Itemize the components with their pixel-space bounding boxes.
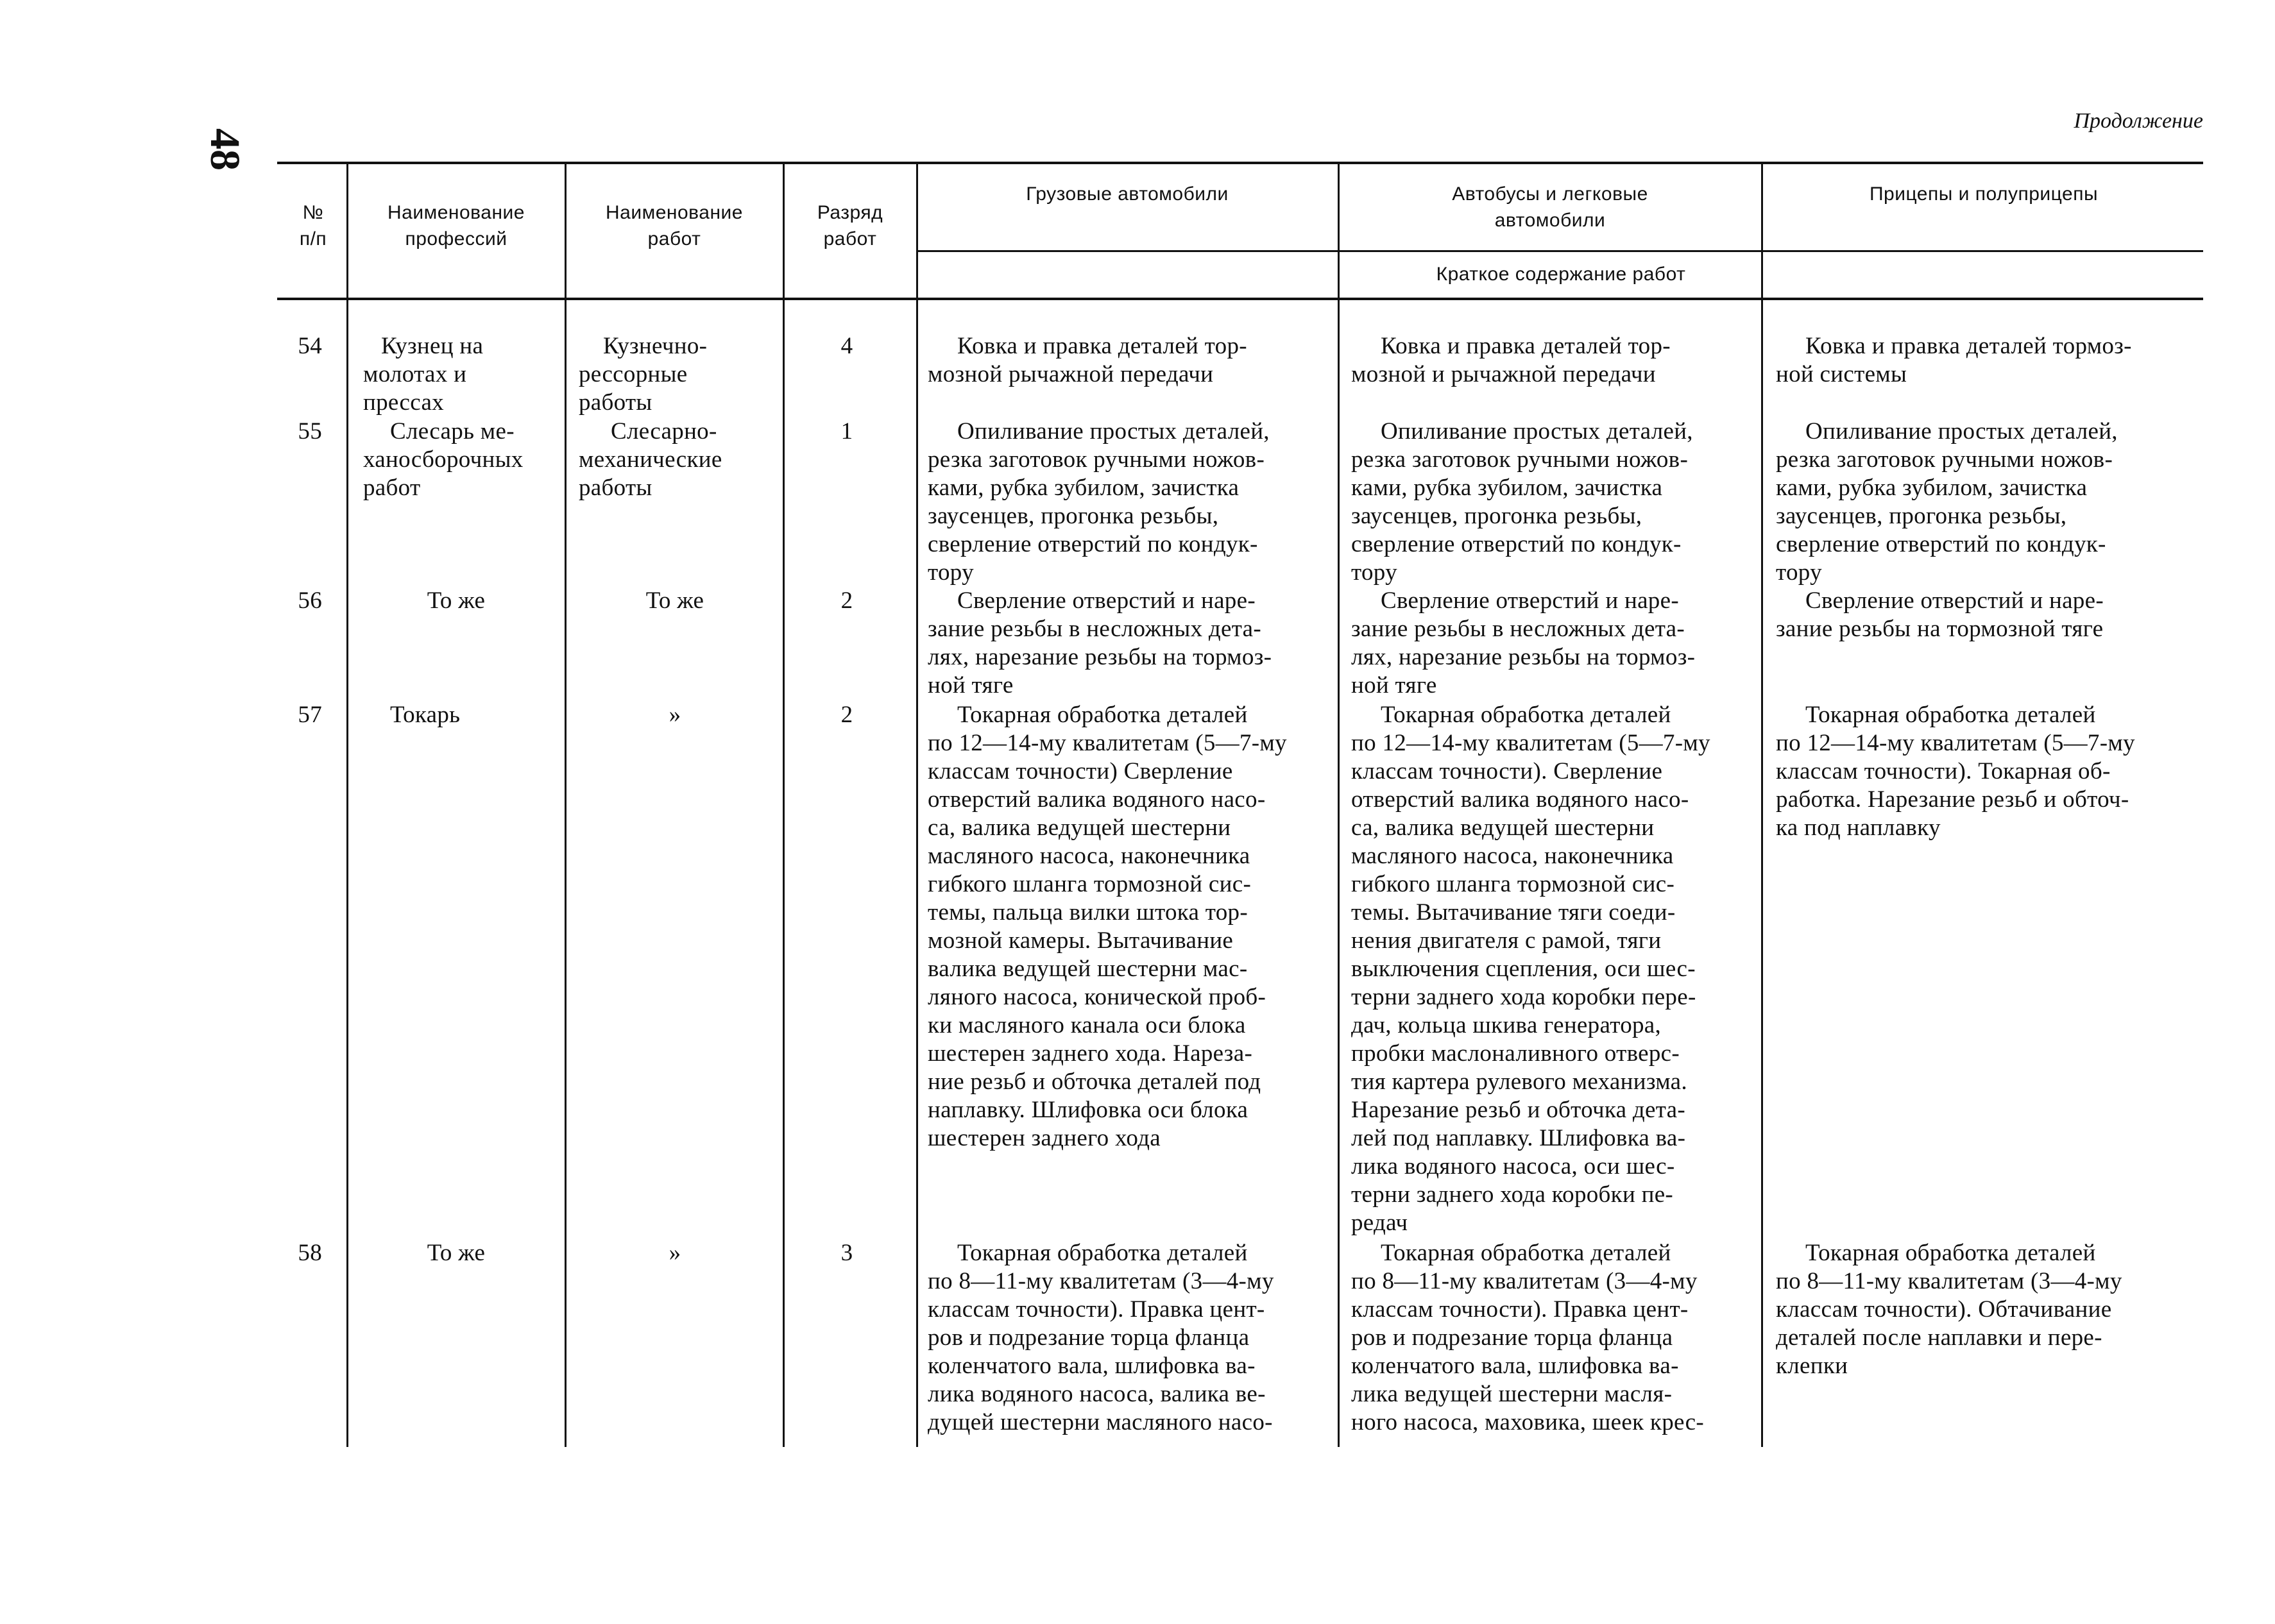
row-grade: 2 <box>840 588 853 614</box>
row-profession: То же <box>427 588 486 614</box>
row-buses: Опиливание простых деталей, резка заготовок ручными ножов- ками, рубка зубилом, зачистка заусенцев, прогонка резьбы, сверление отверстий по кондук- тору <box>1351 418 1693 586</box>
row-number: 54 <box>298 333 322 359</box>
header-mid-rule <box>916 250 2203 252</box>
row-grade: 2 <box>840 702 853 728</box>
page-number: 48 <box>201 128 248 171</box>
header-grade: Разряд работ <box>817 202 883 250</box>
row-buses: Ковка и правка деталей тор- мозной и рычажной передачи <box>1351 333 1671 387</box>
row-number: 55 <box>298 418 322 444</box>
row-trailers: Токарная обработка деталей по 12—14-му квалитетам (5—7-му классам точности). Токарная об- работка. Нарезание резьб и обточ- ка под наплавку <box>1776 702 2135 841</box>
row-trailers: Опиливание простых деталей, резка заготовок ручными ножов- ками, рубка зубилом, зачистка заусенцев, прогонка резьбы, сверление отверстий по кондук- тору <box>1776 418 2118 586</box>
row-trailers: Сверление отверстий и наре- зание резьбы на тормозной тяге <box>1776 588 2104 642</box>
row-buses: Сверление отверстий и наре- зание резьбы в несложных дета- лях, нарезание резьбы на тормоз- ной тяге <box>1351 588 1696 698</box>
row-trailers: Ковка и правка деталей тормоз- ной системы <box>1776 333 2132 387</box>
row-work: » <box>669 1240 681 1266</box>
column-divider <box>565 163 567 1447</box>
row-trucks: Токарная обработка деталей по 8—11-му квалитетам (3—4-му классам точности). Правка цент- ров и подрезание торца фланца коленчатого вала, шлифовка ва- лика водяного насоса, валика ве- дущей шестерни масляного насо- <box>928 1240 1274 1435</box>
row-buses: Токарная обработка деталей по 8—11-му квалитетам (3—4-му классам точности). Правка цент- ров и подрезание торца фланца коленчатого вала, шлифовка ва- лика ведущей шестерни масля- ного насоса, маховика, шеек крес- <box>1351 1240 1704 1435</box>
row-grade: 3 <box>840 1240 853 1266</box>
row-profession: Кузнец на молотах и прессах <box>363 333 484 416</box>
row-trucks: Опиливание простых деталей, резка заготовок ручными ножов- ками, рубка зубилом, зачистка заусенцев, прогонка резьбы, сверление отверстий по кондук- тору <box>928 418 1270 586</box>
row-number: 57 <box>298 702 322 728</box>
row-grade: 1 <box>840 418 853 444</box>
header-trailers: Прицепы и полуприцепы <box>1869 183 2099 205</box>
header-work: Наименование работ <box>606 202 743 250</box>
row-buses: Токарная обработка деталей по 12—14-му квалитетам (5—7-му классам точности). Сверление отверстий валика водяного насо- са, валика ведущей шестерни масляного насоса, наконечника гибкого шланга тормозной сис- темы. Вытачивание тяги соеди- нения двигателя с рамой, тяги выключения сцепления, оси шес- терни заднего хода коробки пере- дач, кольца шкива генератора, пробки маслоналивного отверс- тия картера рулевого механизма. Нарезание резьб и обточка дета- лей под наплавку. Шлифовка ва- лика водяного насоса, оси шес- терни заднего хода коробки пе- редач <box>1351 702 1710 1236</box>
row-grade: 4 <box>840 333 853 359</box>
row-trucks: Сверление отверстий и наре- зание резьбы в несложных дета- лях, нарезание резьбы на тормоз- ной тяге <box>928 588 1272 698</box>
row-work: То же <box>645 588 704 614</box>
row-trucks: Токарная обработка деталей по 12—14-му квалитетам (5—7-му классам точности) Сверление отверстий валика водяного насо- са, валика ведущей шестерни масляного насоса, наконечника гибкого шланга тормозной сис- темы, пальца вилки штока тор- мозной камеры. Вытачивание валика ведущей шестерни мас- ляного насоса, конической проб- ки масляного канала оси блока шестерен заднего хода. Нареза- ние резьб и обточка деталей под наплавку. Шлифовка оси блока шестерен заднего хода <box>928 702 1287 1151</box>
row-number: 56 <box>298 588 322 614</box>
continuation-label: Продолжение <box>2074 109 2203 133</box>
column-divider <box>783 163 785 1447</box>
column-divider <box>346 163 348 1447</box>
row-work: Кузнечно- рессорные работы <box>579 333 708 416</box>
header-buses: Автобусы и легковые автомобили <box>1452 183 1648 231</box>
row-profession: То же <box>427 1240 486 1266</box>
header-summary: Краткое содержание работ <box>1436 264 1686 285</box>
row-number: 58 <box>298 1240 322 1266</box>
row-profession: Токарь <box>390 702 461 728</box>
row-work: » <box>669 702 681 728</box>
column-divider <box>916 163 918 1447</box>
column-divider <box>1761 163 1763 1447</box>
header-number: № п/п <box>299 202 327 250</box>
header-trucks: Грузовые автомобили <box>1026 183 1229 205</box>
row-work: Слесарно- механические работы <box>579 418 722 501</box>
column-divider <box>1338 163 1340 1447</box>
row-trailers: Токарная обработка деталей по 8—11-му квалитетам (3—4-му классам точности). Обтачивание деталей после наплавки и пере- клепки <box>1776 1240 2122 1379</box>
header-profession: Наименование профессий <box>388 202 525 250</box>
row-profession: Слесарь ме- ханосборочных работ <box>363 418 524 501</box>
row-trucks: Ковка и правка деталей тор- мозной рычажной передачи <box>928 333 1247 387</box>
